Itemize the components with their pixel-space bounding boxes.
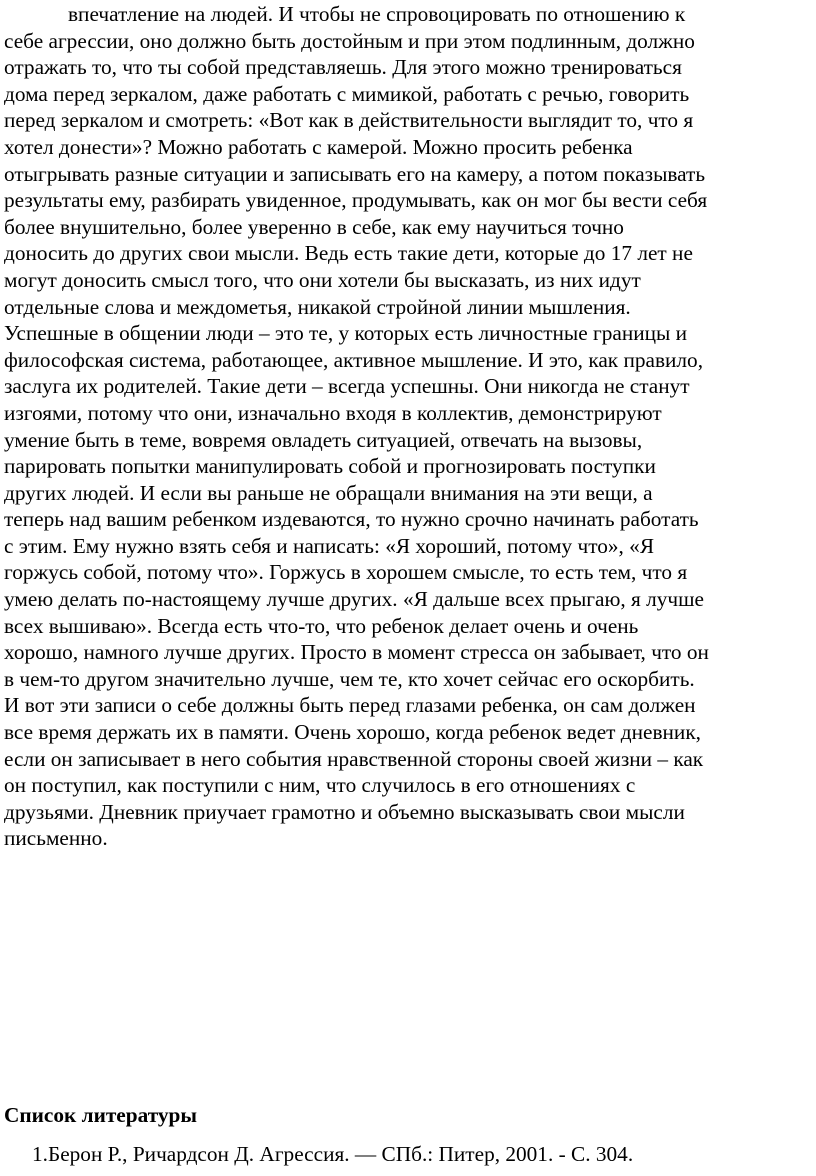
text-line: И вот эти записи о себе должны быть перед глазами ребенка, он сам должен — [4, 693, 696, 718]
text-line: философская система, работающее, активное мышление. И это, как правило, — [4, 347, 704, 372]
text-line: перед зеркалом и смотреть: «Вот как в действительности выглядит то, что я — [4, 108, 694, 133]
text-line: отыгрывать разные ситуации и записывать его на камеру, а потом показывать — [4, 161, 706, 186]
text-line: если он записывает в него события нравственной стороны своей жизни – как — [4, 746, 704, 771]
text-line: дома перед зеркалом, даже работать с мимикой, работать с речью, говорить — [4, 81, 690, 106]
text-line: других людей. И если вы раньше не обращали внимания на эти вещи, а — [4, 480, 653, 505]
body-paragraph — [4, 1, 810, 852]
text-line: себе агрессии, оно должно быть достойным и при этом подлинным, должно — [4, 28, 695, 53]
text-line: теперь над вашим ребенком издеваются, то нужно срочно начинать работать — [4, 507, 699, 532]
text-line: в чем-то другом значительно лучше, чем те, кто хочет сейчас его оскорбить. — [4, 666, 695, 691]
text-line: письменно. — [4, 826, 108, 851]
text-line: Успешные в общении люди – это те, у которых есть личностные границы и — [4, 321, 688, 346]
text-line: впечатление на людей. И чтобы не спровоцировать по отношению к — [68, 2, 686, 26]
text-line: результаты ему, разбирать увиденное, продумывать, как он мог бы вести себя — [4, 188, 708, 213]
text-line: горжусь собой, потому что». Горжусь в хорошем смысле, то есть тем, что я — [4, 560, 688, 585]
text-line: хорошо, намного лучше других. Просто в момент стресса он забывает, что он — [4, 640, 709, 665]
text-line: умение быть в теме, вовремя овладеть ситуацией, отвечать на вызовы, — [4, 427, 643, 452]
text-line: доносить до других свои мысли. Ведь есть такие дети, которые до 17 лет не — [4, 241, 693, 266]
text-line: могут доносить смысл того, что они хотели бы высказать, из них идут — [4, 267, 641, 292]
text-line: изгоями, потому что они, изначально входя в коллектив, демонстрируют — [4, 400, 662, 425]
text-line: он поступил, как поступили с ним, что случилось в его отношениях с — [4, 773, 636, 798]
text-line: всех вышиваю». Всегда есть что-то, что ребенок делает очень и очень — [4, 613, 639, 638]
text-line: заслуга их родителей. Такие дети – всегда успешны. Они никогда не станут — [4, 374, 690, 399]
text-line: отражать то, что ты собой представляешь. Для этого можно тренироваться — [4, 55, 682, 80]
text-line: все время держать их в памяти. Очень хорошо, когда ребенок ведет дневник, — [4, 720, 702, 745]
reference-item: 1.Берон Р., Ричардсон Д. Агрессия. — СПб.: Питер, 2001. - С. 304. — [32, 1142, 634, 1166]
text-line: с этим. Ему нужно взять себя и написать: «Я хороший, потому что», «Я — [4, 533, 655, 558]
text-line: парировать попытки манипулировать собой и прогнозировать поступки — [4, 454, 656, 479]
text-line: умею делать по-настоящему лучше других. «Я дальше всех прыгаю, я лучше — [4, 587, 704, 612]
text-line: отдельные слова и междометья, никакой стройной линии мышления. — [4, 294, 631, 319]
references-heading: Список литературы — [4, 1103, 197, 1127]
text-line: хотел донести»? Можно работать с камерой. Можно просить ребенка — [4, 134, 633, 159]
text-line: друзьями. Дневник приучает грамотно и объемно высказывать свои мысли — [4, 799, 685, 824]
text-line: более внушительно, более уверенно в себе, как ему научиться точно — [4, 214, 624, 239]
